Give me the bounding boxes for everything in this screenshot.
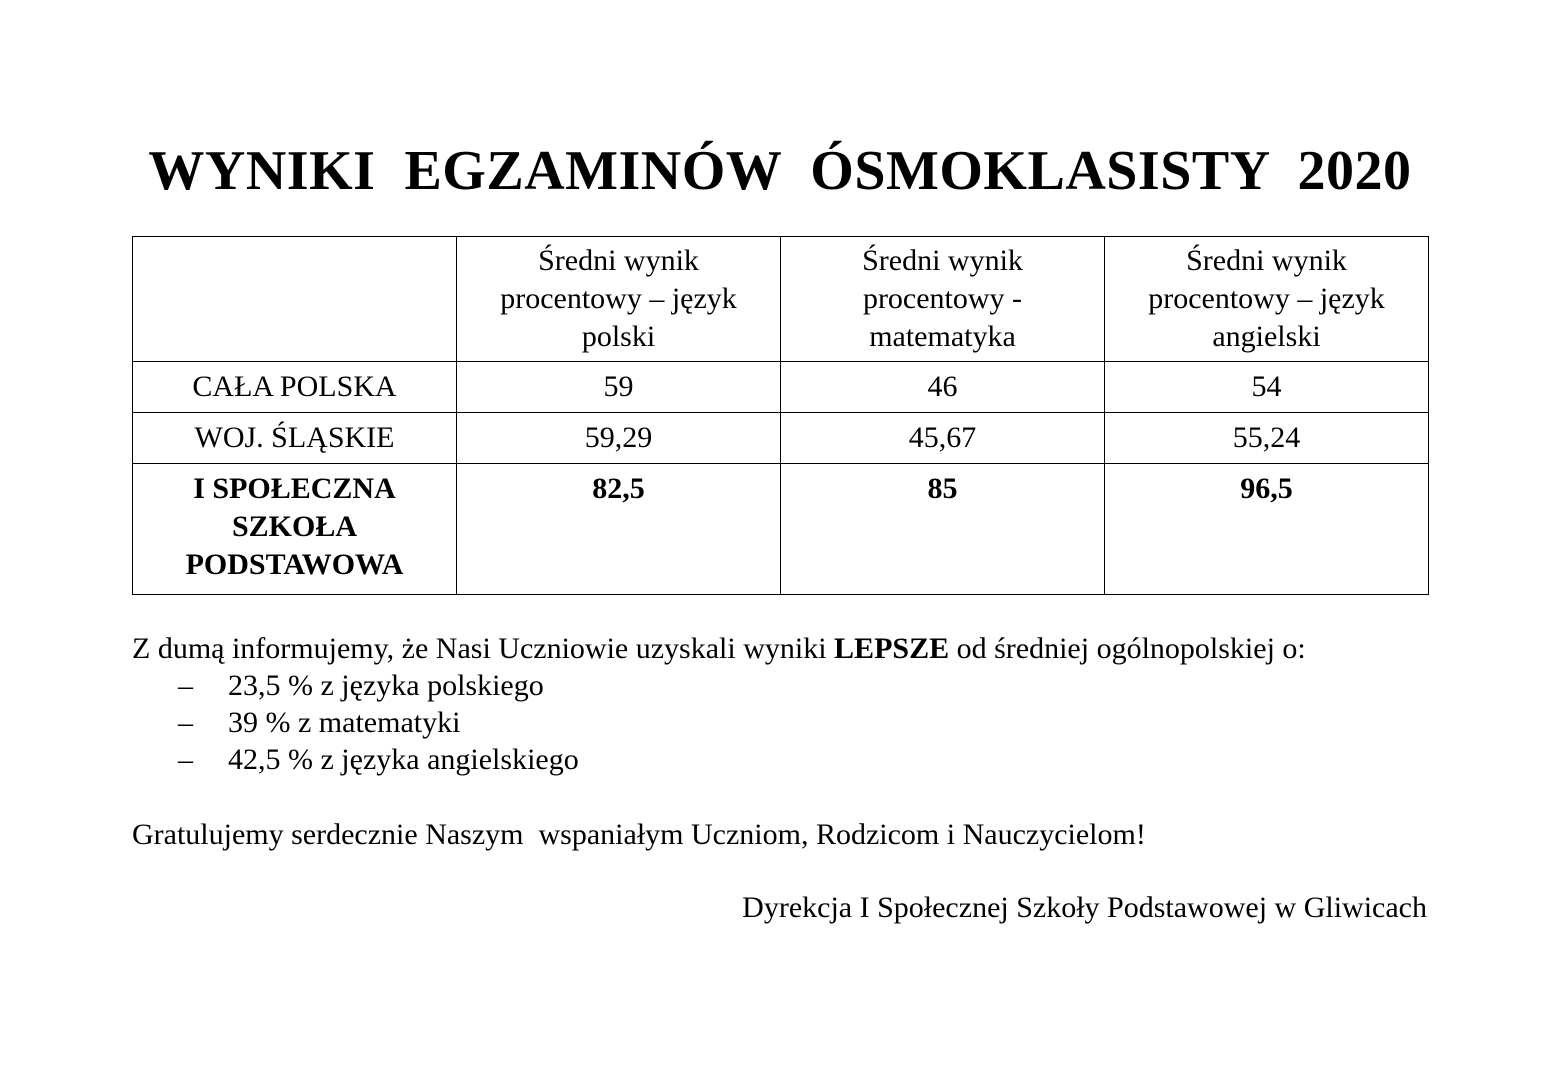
row-label: CAŁA POLSKA bbox=[133, 362, 457, 413]
table-row bbox=[133, 362, 1429, 413]
header-cell-polish bbox=[457, 237, 781, 362]
header-text: procentowy – język bbox=[500, 282, 737, 315]
list-item bbox=[178, 741, 579, 778]
header-text: Średni wynik bbox=[1186, 244, 1347, 277]
cell-english: 55,24 bbox=[1105, 413, 1429, 464]
row-label-line: I SPOŁECZNA bbox=[193, 472, 396, 505]
header-text: matematyka bbox=[869, 320, 1016, 353]
header-text: angielski bbox=[1212, 320, 1321, 353]
table-header-row bbox=[133, 237, 1429, 362]
dash-bullet: – bbox=[178, 743, 193, 776]
header-text: procentowy - bbox=[862, 282, 1023, 315]
cell-math: 85 bbox=[781, 464, 1105, 595]
list-item-text: 39 % z matematyki bbox=[228, 706, 461, 739]
header-cell-empty bbox=[133, 237, 457, 362]
cell-math: 45,67 bbox=[781, 413, 1105, 464]
row-label bbox=[133, 464, 457, 595]
row-label-line: SZKOŁA bbox=[231, 510, 358, 543]
intro-paragraph bbox=[132, 630, 1306, 668]
cell-english: 54 bbox=[1105, 362, 1429, 413]
header-text: Średni wynik bbox=[862, 244, 1023, 277]
list-item bbox=[178, 704, 579, 741]
table-row bbox=[133, 413, 1429, 464]
cell-polish: 59,29 bbox=[457, 413, 781, 464]
list-item bbox=[178, 667, 579, 704]
intro-emphasis: LEPSZE bbox=[834, 632, 950, 665]
list-item-text: 42,5 % z języka angielskiego bbox=[228, 743, 579, 776]
page-title: WYNIKI EGZAMINÓW ÓSMOKLASISTY 2020 bbox=[148, 140, 1412, 202]
signature: Dyrekcja I Społecznej Szkoły Podstawowej w Gliwicach bbox=[742, 891, 1427, 924]
row-label-line: PODSTAWOWA bbox=[185, 548, 404, 581]
congratulations-text: Gratulujemy serdecznie Naszym wspaniałym Uczniom, Rodzicom i Nauczycielom! bbox=[132, 818, 1146, 851]
dash-bullet: – bbox=[178, 669, 193, 702]
dash-bullet: – bbox=[178, 706, 193, 739]
improvement-list bbox=[178, 667, 579, 778]
header-cell-math bbox=[781, 237, 1105, 362]
results-table bbox=[132, 236, 1429, 595]
header-text: Średni wynik bbox=[538, 244, 699, 277]
cell-polish: 82,5 bbox=[457, 464, 781, 595]
row-label: WOJ. ŚLĄSKIE bbox=[133, 413, 457, 464]
intro-text: Z dumą informujemy, że Nasi Uczniowie uzyskali wyniki bbox=[132, 632, 835, 665]
table-row-school bbox=[133, 464, 1429, 595]
header-text: procentowy – język bbox=[1148, 282, 1385, 315]
header-text: polski bbox=[581, 320, 656, 353]
header-cell-english bbox=[1105, 237, 1429, 362]
cell-polish: 59 bbox=[457, 362, 781, 413]
intro-text-end: od średniej ogólnopolskiej o: bbox=[949, 632, 1306, 665]
cell-math: 46 bbox=[781, 362, 1105, 413]
list-item-text: 23,5 % z języka polskiego bbox=[228, 669, 544, 702]
cell-english: 96,5 bbox=[1105, 464, 1429, 595]
